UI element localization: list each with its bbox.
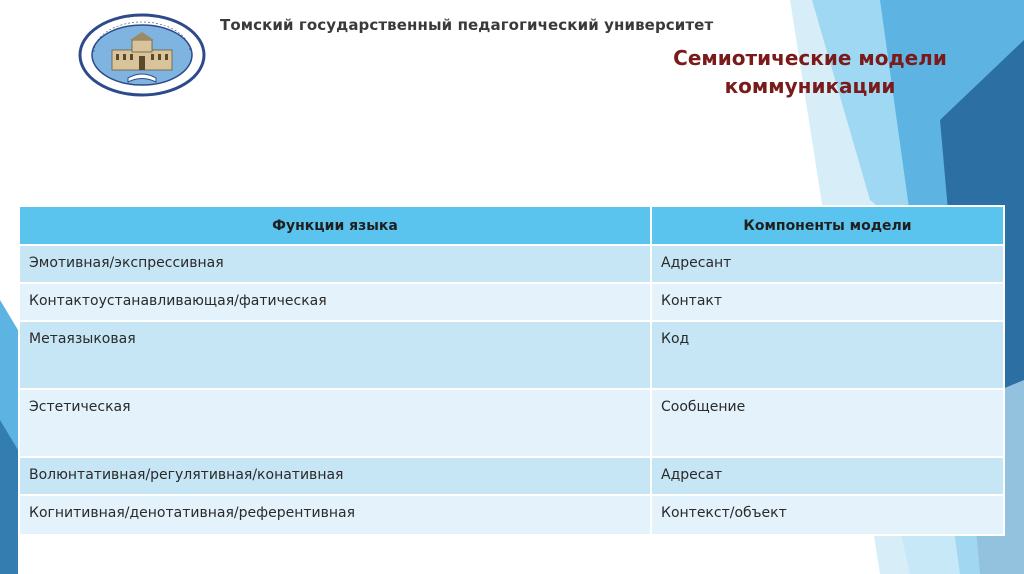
column-header-components: Компоненты модели — [651, 206, 1004, 245]
function-cell: Метаязыковая — [19, 321, 651, 389]
column-header-functions: Функции языка — [19, 206, 651, 245]
table-header-row — [19, 206, 1004, 245]
component-cell: Контекст/объект — [651, 495, 1004, 535]
slide-title — [630, 44, 990, 100]
function-cell: Контактоустанавливающая/фатическая — [19, 283, 651, 321]
component-cell: Контакт — [651, 283, 1004, 321]
component-cell: Адресат — [651, 457, 1004, 495]
component-cell: Адресант — [651, 245, 1004, 283]
function-cell: Эмотивная/экспрессивная — [19, 245, 651, 283]
component-cell: Сообщение — [651, 389, 1004, 457]
table-row — [19, 283, 1004, 321]
university-seal-icon — [74, 12, 210, 98]
table-row — [19, 457, 1004, 495]
function-cell: Когнитивная/денотативная/референтивная — [19, 495, 651, 535]
table-row — [19, 495, 1004, 535]
component-cell: Код — [651, 321, 1004, 389]
university-name: Томский государственный педагогический университет — [220, 16, 714, 34]
slide-title-line-1: Семиотические модели — [673, 46, 947, 70]
function-cell: Эстетическая — [19, 389, 651, 457]
table-row — [19, 245, 1004, 283]
table-row — [19, 321, 1004, 389]
function-cell: Волюнтативная/регулятивная/конативная — [19, 457, 651, 495]
university-logo — [74, 12, 210, 98]
slide-title-line-2: коммуникации — [724, 74, 896, 98]
table-row — [19, 389, 1004, 457]
language-functions-table — [18, 205, 1005, 536]
